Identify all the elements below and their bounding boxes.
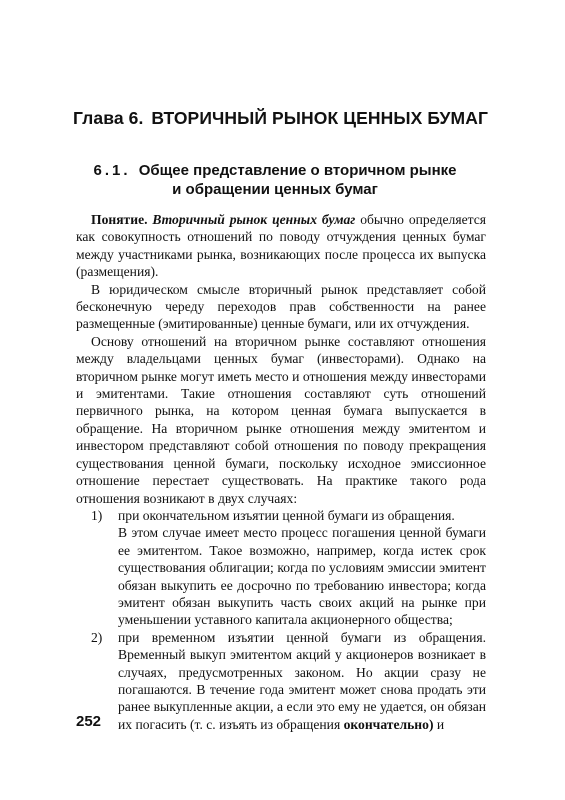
definition-text: обычно определяется как совокупность отношений по поводу отчуждения ценных бумаг между участниками рынка, возникающих после процесса их выпуска (размещения). [76, 212, 486, 280]
paragraph-relations: Основу отношений на вторичном рынке составляют отношения между владельцами ценных бумаг (инвесторами). Однако на вторичном рынке могут иметь место и отношения между инвесторами и эмитентами. Такие отношения составляют суть отношений первичного рынка, на котором ценная бумага выпускается в обращение. На вторичном рынке отношения между эмитентом и инвестором представляют собой отношения по поводу прекращения существования ценной бумаги, поскольку исходное эмиссионное отношение перестает существовать. На практике такого рода отношения возникают в двух случаях: [76, 333, 486, 506]
paragraph-legal-sense: В юридическом смысле вторичный рынок представляет собой бесконечную череду переходов прав собственности на ранее размещенные (эмитированные) ценные бумаги, или их отчуждения. [76, 281, 486, 332]
section-heading [60, 161, 490, 199]
section-title-part-1: Общее представление о вторичном рынке [138, 162, 457, 179]
list-item [91, 507, 486, 629]
list-marker: 1) [91, 507, 103, 523]
list-item-tail: и [433, 716, 445, 732]
body-text [76, 211, 486, 733]
emphasis-bold: окончательно) [343, 716, 434, 732]
list-item-text: при окончательном изъятии ценной бумаги из обращения. [118, 507, 455, 523]
list-marker: 2) [91, 629, 103, 645]
page-number: 252 [76, 713, 102, 730]
paragraph-definition [76, 211, 486, 281]
section-number: 6.1. [93, 162, 131, 179]
section-title-line-1 [60, 161, 490, 180]
defined-term: Вторичный рынок ценных бумаг [152, 212, 356, 227]
list-item [91, 629, 486, 733]
chapter-title: ВТОРИЧНЫЙ РЫНОК ЦЕННЫХ БУМАГ [151, 108, 488, 128]
chapter-heading [73, 108, 513, 129]
cases-list [76, 507, 486, 733]
definition-lead: Понятие. [91, 212, 148, 227]
list-item-continuation: В этом случае имеет место процесс погашения ценной бумаги ее эмитентом. Такое возможно, например, когда истек срок существования облигации; когда по условиям эмиссии эмитент обязан выкупить ее досрочно по требованию инвестора; когда эмитент обязан выкупить часть своих акций на рынке при уменьшении уставного капитала акционерного общества; [118, 525, 486, 628]
list-item-text: при временном изъятии ценной бумаги из обращения. Временный выкуп эмитентом акций у акционеров возникает в случаях, предусмотренных законом. Но акции сразу не погашаются. В течение года эмитент может снова продать эти ранее выкупленные акции, а если это ему не удается, он обязан их погасить (т. с. изъять из обращения [118, 629, 486, 732]
chapter-number: Глава 6. [73, 108, 144, 128]
section-title-part-2: и обращении ценных бумаг [172, 181, 378, 198]
